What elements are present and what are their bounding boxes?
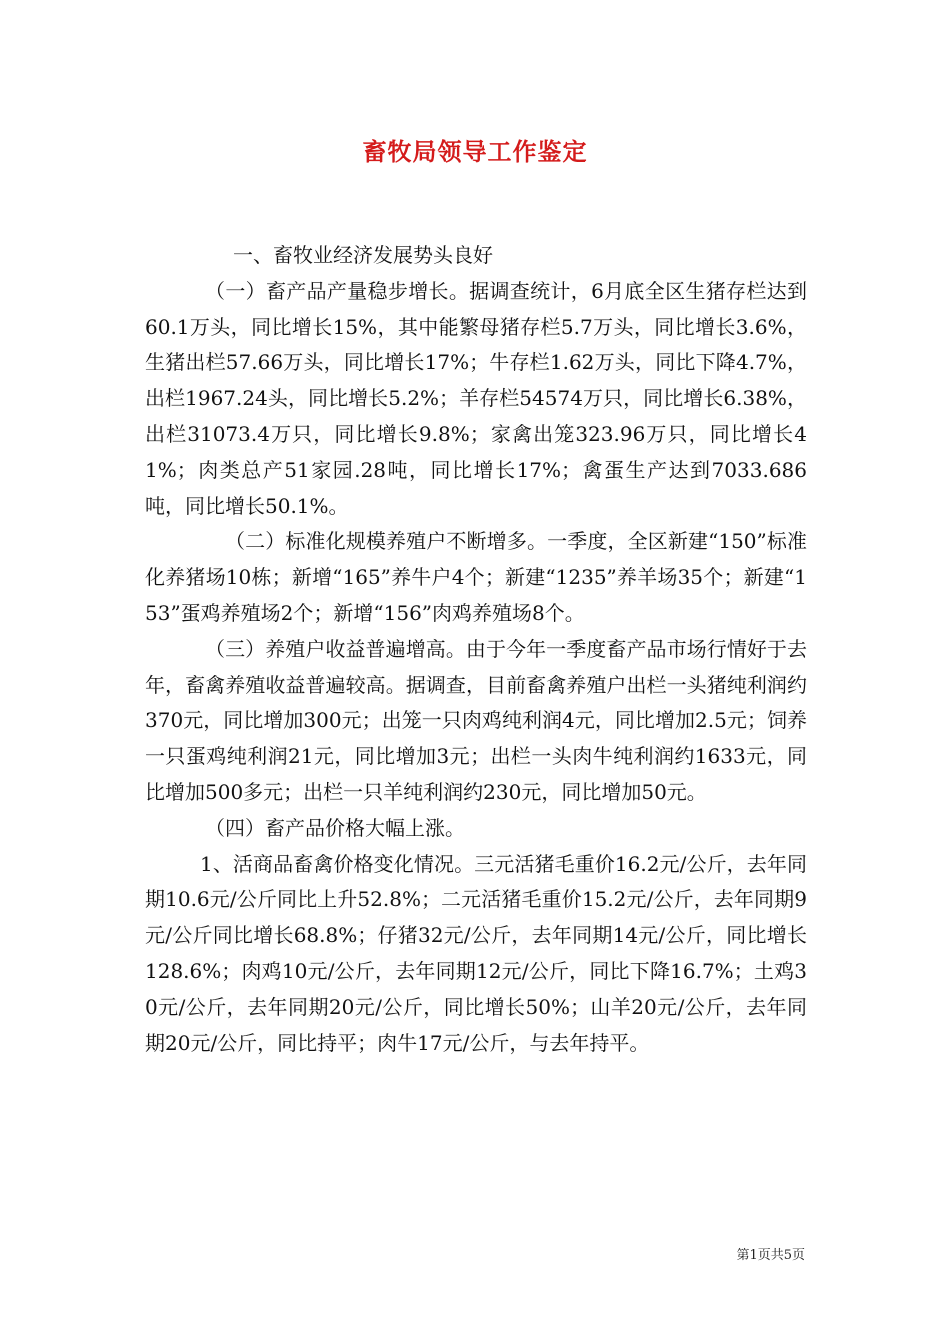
paragraph-standardized-farms: （二）标准化规模养殖户不断增多。一季度，全区新建“150”标准化养猪场10栋；新增“165”养牛户4个；新建“1235”养羊场35个；新建“153”蛋鸡养殖场2个；新增“156”肉鸡养殖场8个。: [145, 529, 807, 625]
document-body: [145, 238, 807, 1061]
section-heading: 一、畜牧业经济发展势头良好: [233, 243, 493, 267]
page-number: 第1页共5页: [736, 1248, 805, 1263]
paragraph-production-growth: （一）畜产品产量稳步增长。据调查统计，6月底全区生猪存栏达到60.1万头，同比增长15%，其中能繁母猪存栏5.7万头，同比增长3.6%，生猪出栏57.66万头，同比增长17%；牛存栏1.62万头，同比下降4.7%，出栏1967.24头，同比增长5.2%；羊存栏54574万只，同比增长6.38%，出栏31073.4万只，同比增长9.8%；家禽出笼323.96万只，同比增长41%；肉类总产51家园.28吨，同比增长17%；禽蛋生产达到7033.686吨，同比增长50.1%。: [145, 278, 807, 518]
paragraph-livestock-prices: 1、活商品畜禽价格变化情况。三元活猪毛重价16.2元/公斤，去年同期10.6元/公斤同比上升52.8%；二元活猪毛重价15.2元/公斤，去年同期9元/公斤同比增长68.8%；仔猪32元/公斤，去年同期14元/公斤，同比增长128.6%；肉鸡10元/公斤，去年同期12元/公斤，同比下降16.7%；土鸡30元/公斤，去年同期20元/公斤，同比增长50%；山羊20元/公斤，去年同期20元/公斤，同比持平；肉牛17元/公斤，与去年持平。: [145, 851, 807, 1055]
page-title: 畜牧局领导工作鉴定: [362, 137, 588, 166]
paragraph-farmer-income: （三）养殖户收益普遍增高。由于今年一季度畜产品市场行情好于去年，畜禽养殖收益普遍较高。据调查，目前畜禽养殖户出栏一头猪纯利润约370元，同比增加300元；出笼一只肉鸡纯利润4元，同比增加2.5元；饲养一只蛋鸡纯利润21元，同比增加3元；出栏一头肉牛纯利润约1633元，同比增加500多元；出栏一只羊纯利润约230元，同比增加50元。: [145, 636, 807, 804]
paragraph-price-rise: （四）畜产品价格大幅上涨。: [205, 815, 465, 840]
